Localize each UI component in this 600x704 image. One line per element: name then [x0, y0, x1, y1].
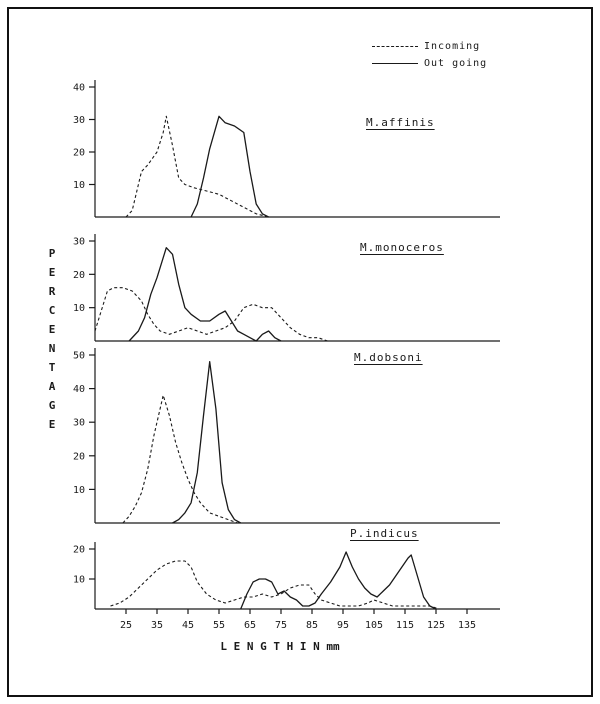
svg-text:55: 55	[212, 620, 226, 631]
dashed-line-sample	[372, 46, 418, 47]
solid-line-sample	[372, 63, 418, 64]
panel-title-m-monoceros: M.monoceros	[360, 241, 444, 254]
y-axis-label: P E R C E N T A G E	[48, 247, 56, 431]
panel-title-m-affinis: M.affinis	[366, 116, 435, 129]
svg-text:10: 10	[72, 574, 85, 586]
legend-item-outgoing	[372, 55, 487, 72]
panel-chart-m-affinis	[55, 78, 505, 218]
svg-text:20: 20	[72, 451, 85, 463]
svg-text:10: 10	[72, 484, 85, 496]
svg-text:30: 30	[72, 417, 85, 429]
svg-text:25: 25	[119, 620, 133, 631]
svg-text:20: 20	[72, 147, 85, 159]
svg-text:85: 85	[305, 620, 319, 631]
svg-text:10: 10	[72, 303, 85, 315]
panel-title-m-dobsoni: M.dobsoni	[354, 351, 423, 364]
svg-text:30: 30	[72, 115, 85, 126]
svg-text:105: 105	[364, 620, 384, 631]
svg-text:45: 45	[181, 620, 195, 631]
svg-text:10: 10	[72, 180, 85, 191]
svg-text:30: 30	[72, 236, 85, 248]
svg-text:40: 40	[72, 384, 85, 396]
svg-text:125: 125	[426, 620, 446, 631]
svg-text:20: 20	[72, 269, 85, 281]
legend-outgoing-label: Out going	[424, 58, 488, 69]
svg-text:50: 50	[72, 350, 85, 362]
panel-chart-m-dobsoni	[55, 346, 505, 524]
legend-item-incoming	[372, 38, 487, 55]
svg-text:65: 65	[243, 620, 257, 631]
panel-title-p-indicus: P.indicus	[350, 527, 419, 540]
svg-text:115: 115	[395, 620, 415, 631]
legend-incoming-label: Incoming	[424, 41, 481, 52]
svg-text:40: 40	[72, 82, 85, 94]
panel-chart-p-indicus	[55, 540, 505, 610]
svg-text:35: 35	[150, 620, 164, 631]
x-axis-ticks	[55, 609, 505, 643]
legend	[372, 38, 487, 72]
x-axis-label: L E N G T H I N mm	[220, 640, 340, 653]
svg-text:95: 95	[336, 620, 350, 631]
svg-text:20: 20	[72, 544, 85, 556]
svg-text:135: 135	[457, 620, 477, 631]
svg-text:75: 75	[274, 620, 288, 631]
